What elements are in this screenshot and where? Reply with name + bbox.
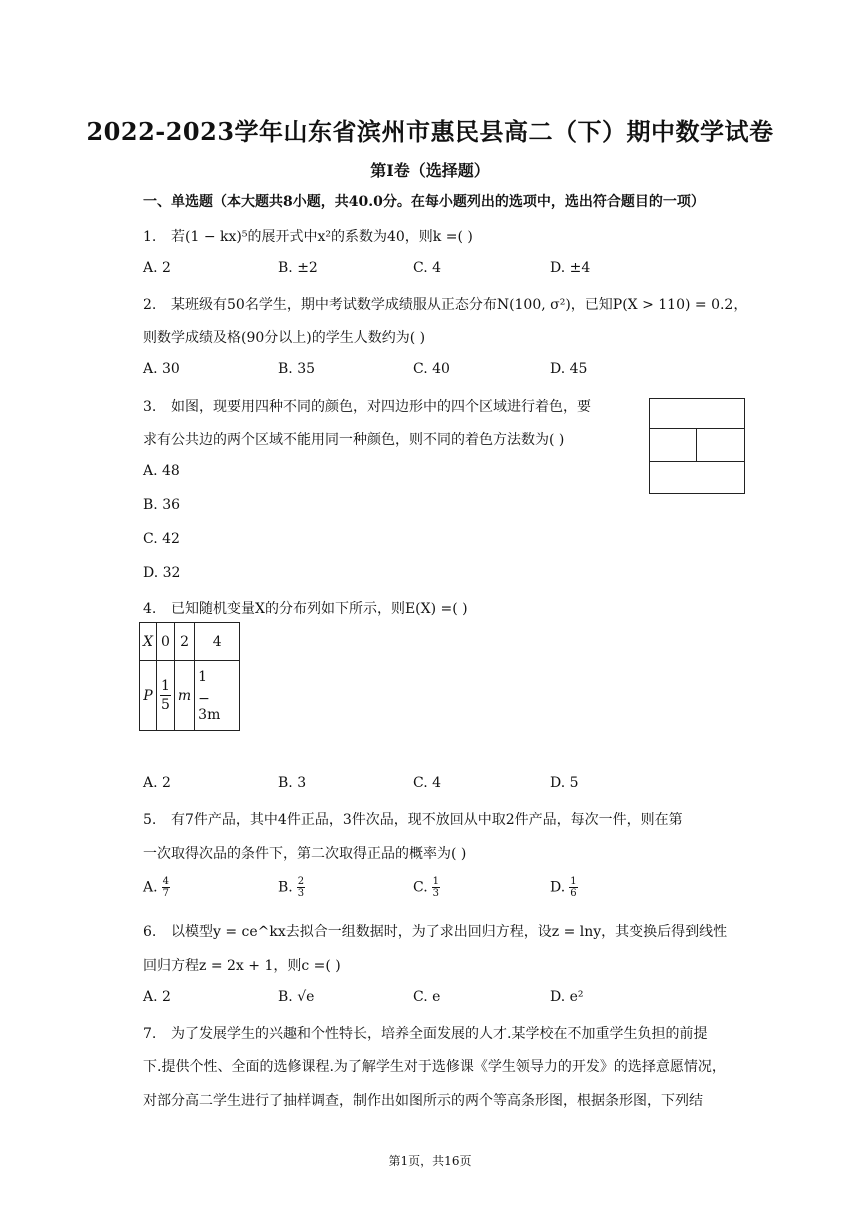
question-number: 5. bbox=[143, 812, 157, 828]
fraction-numerator: 1 bbox=[160, 678, 170, 694]
question-text-line1: 有7件产品，其中4件正品，3件次品，现不放回从中取2件产品，每次一件，则在第 bbox=[171, 812, 683, 828]
fraction bbox=[162, 876, 170, 899]
option-label: B. bbox=[278, 879, 293, 896]
question-4 bbox=[143, 598, 468, 618]
question-number: 3. bbox=[143, 399, 157, 415]
option-label: A. bbox=[143, 879, 158, 896]
question-2 bbox=[143, 294, 747, 314]
table-row bbox=[140, 661, 240, 731]
exam-title: 2022-2023学年山东省滨州市惠民县高二（下）期中数学试卷 bbox=[86, 117, 774, 146]
q5-option-d bbox=[550, 876, 578, 899]
question-text: 已知随机变量X的分布列如下所示，则E(X) =( ) bbox=[171, 601, 468, 617]
question-text-line1: 为了发展学生的兴趣和个性特长，培养全面发展的人才.某学校在不加重学生负担的前提 bbox=[171, 1026, 708, 1042]
q5-option-c bbox=[413, 876, 440, 899]
cell-line: 1 bbox=[198, 668, 208, 685]
fraction bbox=[569, 876, 577, 899]
q4-option-b: B. 3 bbox=[278, 775, 307, 791]
q3-option-c: C. 42 bbox=[143, 531, 180, 547]
fraction-denominator: 5 bbox=[160, 697, 170, 713]
table-cell: 4 bbox=[195, 623, 240, 661]
question-number: 6. bbox=[143, 924, 157, 940]
fraction-numerator: 2 bbox=[297, 876, 305, 887]
table-cell: 2 bbox=[174, 623, 194, 661]
question-text-line1: 某班级有50名学生，期中考试数学成绩服从正态分布N(100, σ²)，已知P(X > 110) = 0.2， bbox=[171, 297, 748, 313]
question-text-line2: 下.提供个性、全面的选修课程.为了解学生对于选修课《学生领导力的开发》的选择意愿情况， bbox=[143, 1059, 726, 1075]
quadrilateral-regions-figure bbox=[649, 398, 745, 494]
question-text-line1: 如图，现要用四种不同的颜色，对四边形中的四个区域进行着色，要 bbox=[171, 399, 591, 415]
question-number: 7. bbox=[143, 1026, 157, 1042]
question-5 bbox=[143, 809, 683, 829]
q1-option-d: D. ±4 bbox=[550, 260, 591, 276]
question-text-line1: 以模型y = ce^kx去拟合一组数据时，为了求出回归方程，设z = lny，其变换后得到线性 bbox=[171, 924, 728, 940]
table-cell: 0 bbox=[156, 623, 174, 661]
q4-option-a: A. 2 bbox=[143, 775, 171, 791]
q2-option-a: A. 30 bbox=[143, 361, 180, 377]
q3-option-b: B. 36 bbox=[143, 497, 181, 513]
q6-option-c: C. e bbox=[413, 989, 441, 1005]
q3-option-a: A. 48 bbox=[143, 463, 180, 479]
fraction-numerator: 4 bbox=[162, 876, 169, 887]
question-text-line2: 一次取得次品的条件下，第二次取得正品的概率为( ) bbox=[143, 846, 467, 862]
fraction-denominator: 6 bbox=[570, 888, 577, 899]
q2-option-b: B. 35 bbox=[278, 361, 316, 377]
question-number: 1. bbox=[143, 229, 157, 245]
q5-option-a bbox=[143, 876, 170, 899]
table-cell: P bbox=[140, 661, 157, 731]
question-text-line2: 回归方程z = 2x + 1，则c =( ) bbox=[143, 958, 341, 974]
question-text-line3: 对部分高二学生进行了抽样调查，制作出如图所示的两个等高条形图，根据条形图，下列结 bbox=[143, 1093, 703, 1109]
q2-option-c: C. 40 bbox=[413, 361, 450, 377]
q6-option-a: A. 2 bbox=[143, 989, 171, 1005]
fraction-denominator: 3 bbox=[432, 888, 440, 899]
question-3 bbox=[143, 396, 591, 416]
option-label: D. bbox=[550, 879, 566, 896]
cell-line: − 3m bbox=[198, 690, 221, 723]
question-6 bbox=[143, 921, 727, 941]
question-text-line2: 则数学成绩及格(90分以上)的学生人数约为( ) bbox=[143, 330, 426, 346]
fraction-numerator: 1 bbox=[570, 876, 577, 887]
fraction bbox=[432, 876, 440, 899]
q1-option-b: B. ±2 bbox=[278, 260, 318, 276]
fraction bbox=[297, 876, 305, 899]
table-cell: m bbox=[174, 661, 194, 731]
question-number: 2. bbox=[143, 297, 157, 313]
question-number: 4. bbox=[143, 601, 157, 617]
fraction-denominator: 3 bbox=[297, 888, 305, 899]
table-cell bbox=[156, 661, 174, 731]
q3-option-d: D. 32 bbox=[143, 565, 181, 581]
option-label: C. bbox=[413, 879, 428, 896]
q6-option-b: B. √e bbox=[278, 989, 315, 1005]
fraction bbox=[160, 677, 171, 714]
fraction-denominator: 7 bbox=[162, 888, 169, 899]
section-heading: 一、单选题（本大题共8小题，共40.0分。在每小题列出的选项中，选出符合题目的一项） bbox=[143, 194, 705, 210]
q4-option-c: C. 4 bbox=[413, 775, 442, 791]
q4-option-d: D. 5 bbox=[550, 775, 579, 791]
question-text: 若(1 − kx)⁵的展开式中x²的系数为40，则k =( ) bbox=[171, 229, 473, 245]
exam-subtitle: 第I卷（选择题） bbox=[370, 161, 490, 180]
q2-option-d: D. 45 bbox=[550, 361, 588, 377]
q5-option-b bbox=[278, 876, 305, 899]
table-row bbox=[140, 623, 240, 661]
figure-middle-divider bbox=[696, 428, 698, 462]
page-footer: 第1页，共16页 bbox=[388, 1154, 472, 1168]
table-cell: X bbox=[140, 623, 157, 661]
question-text-line2: 求有公共边的两个区域不能用同一种颜色，则不同的着色方法数为( ) bbox=[143, 432, 565, 448]
question-1 bbox=[143, 226, 473, 246]
fraction-numerator: 1 bbox=[432, 876, 440, 887]
table-cell bbox=[195, 661, 240, 731]
q1-option-a: A. 2 bbox=[143, 260, 171, 276]
distribution-table bbox=[139, 622, 240, 731]
q1-option-c: C. 4 bbox=[413, 260, 442, 276]
question-7 bbox=[143, 1023, 707, 1043]
q6-option-d: D. e² bbox=[550, 989, 584, 1005]
